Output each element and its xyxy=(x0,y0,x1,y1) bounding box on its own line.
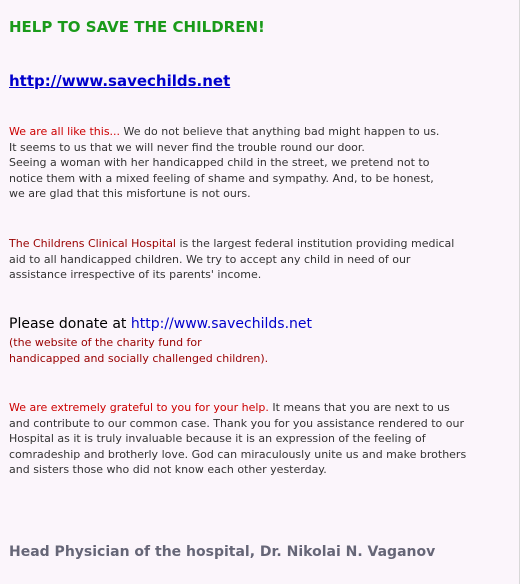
donate-line xyxy=(9,316,312,332)
gratitude-line-4: comradeship and brotherly love. God can miraculously unite us and make brothers xyxy=(9,447,467,461)
gratitude-line-5: and sisters those who did not know each other yesterday. xyxy=(9,463,327,476)
intro-line-4: notice them with a mixed feeling of shame and sympathy. And, to be honest, xyxy=(9,171,434,185)
gratitude-lead: We are extremely grateful to you for your help. xyxy=(9,401,269,414)
intro-lead: We are all like this... xyxy=(9,125,121,138)
donate-prefix: Please donate at xyxy=(9,316,131,332)
gratitude-line-2: and contribute to our common case. Thank you for you assistance rendered to our xyxy=(9,416,465,430)
hospital-paragraph xyxy=(9,236,514,283)
donate-note-line-1: (the website of the charity fund for xyxy=(9,336,202,349)
gratitude-line-1: It means that you are next to us xyxy=(268,401,450,414)
intro-line-2: It seems to us that we will never find the trouble round our door. xyxy=(9,140,365,154)
hospital-name: The Childrens Clinical Hospital xyxy=(9,237,176,250)
intro-line-1: We do not believe that anything bad might happen to us. xyxy=(120,125,440,138)
donate-link[interactable]: http://www.savechilds.net xyxy=(130,316,312,332)
intro-line-3: Seeing a woman with her handicapped child in the street, we pretend not to xyxy=(9,156,430,169)
page-heading: HELP TO SAVE THE CHILDREN! xyxy=(9,18,265,36)
signature: Head Physician of the hospital, Dr. Nikolai N. Vaganov xyxy=(9,544,436,560)
hospital-line-2: aid to all handicapped children. We try to accept any child in need of our xyxy=(9,252,411,266)
hospital-line-1: is the largest federal institution providing medical xyxy=(176,237,455,250)
donate-note-line-2: handicapped and socially challenged children). xyxy=(9,351,269,365)
gratitude-paragraph xyxy=(9,400,514,478)
intro-paragraph xyxy=(9,124,514,202)
donate-note xyxy=(9,335,268,366)
hospital-line-3: assistance irrespective of its parents' income. xyxy=(9,268,262,281)
intro-line-5: we are glad that this misfortune is not ours. xyxy=(9,187,251,200)
website-link[interactable]: http://www.savechilds.net xyxy=(9,72,231,90)
gratitude-line-3: Hospital as it is truly invaluable because it is an expression of the feeling of xyxy=(9,432,426,445)
